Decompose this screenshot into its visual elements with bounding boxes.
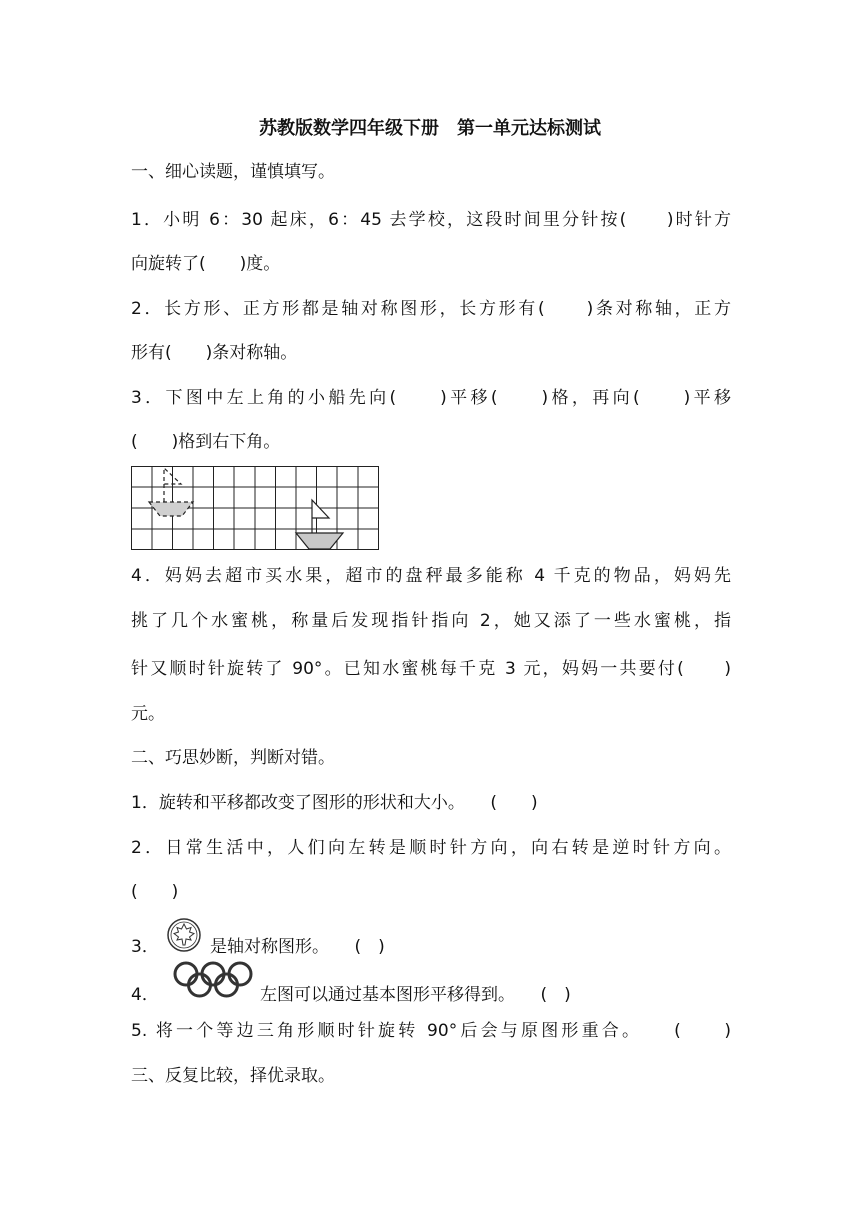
- q2-5: 5. 将一个等边三角形顺时针旋转 90°后会与原图形重合。 ( ): [131, 1021, 731, 1041]
- solid-boat: [296, 500, 343, 549]
- boat-grid-figure: [131, 466, 381, 552]
- dashed-boat: [149, 468, 193, 516]
- q2-4-text: 左图可以通过基本图形平移得到。 ( ): [260, 985, 571, 1005]
- q2-1: 1．旋转和平移都改变了图形的形状和大小。 ( ): [131, 793, 538, 813]
- q2-2-line1: 2．日常生活中，人们向左转是顺时针方向，向右转是逆时针方向。: [131, 838, 731, 858]
- q1-3-line1: 3．下图中左上角的小船先向( )平移( )格，再向( )平移: [131, 388, 731, 408]
- q1-2-line1: 2．长方形、正方形都是轴对称图形，长方形有( )条对称轴，正方: [131, 299, 731, 319]
- q1-4-line2: 挑了几个水蜜桃，称量后发现指针指向 2，她又添了一些水蜜桃，指: [131, 611, 731, 631]
- page-title: 苏教版数学四年级下册 第一单元达标测试: [259, 118, 601, 139]
- q1-4-line4: 元。: [131, 704, 165, 724]
- olympic-rings-icon: [170, 960, 258, 1000]
- section-3-heading: 三、反复比较，择优录取。: [131, 1066, 335, 1086]
- q1-1-line1: 1．小明 6：30 起床，6：45 去学校，这段时间里分针按( )时针方: [131, 210, 731, 230]
- section-2-heading: 二、巧思妙断，判断对错。: [131, 748, 335, 768]
- q1-2-line2: 形有( )条对称轴。: [131, 343, 298, 363]
- section-1-heading: 一、细心读题，谨慎填写。: [131, 162, 335, 182]
- maple-leaf-circle-icon: [160, 916, 208, 954]
- q2-3-number: 3．: [131, 937, 159, 957]
- q1-1-line2: 向旋转了( )度。: [131, 254, 281, 274]
- q2-4-number: 4．: [131, 985, 159, 1005]
- q2-2-line2: ( ): [131, 882, 179, 902]
- q1-3-line2: ( )格到右下角。: [131, 432, 281, 452]
- q2-3-text: 是轴对称图形。 ( ): [210, 937, 385, 957]
- q1-4-line3: 针又顺时针旋转了 90°。已知水蜜桃每千克 3 元，妈妈一共要付( ): [131, 659, 731, 679]
- q1-4-line1: 4．妈妈去超市买水果，超市的盘秤最多能称 4 千克的物品，妈妈先: [131, 566, 731, 586]
